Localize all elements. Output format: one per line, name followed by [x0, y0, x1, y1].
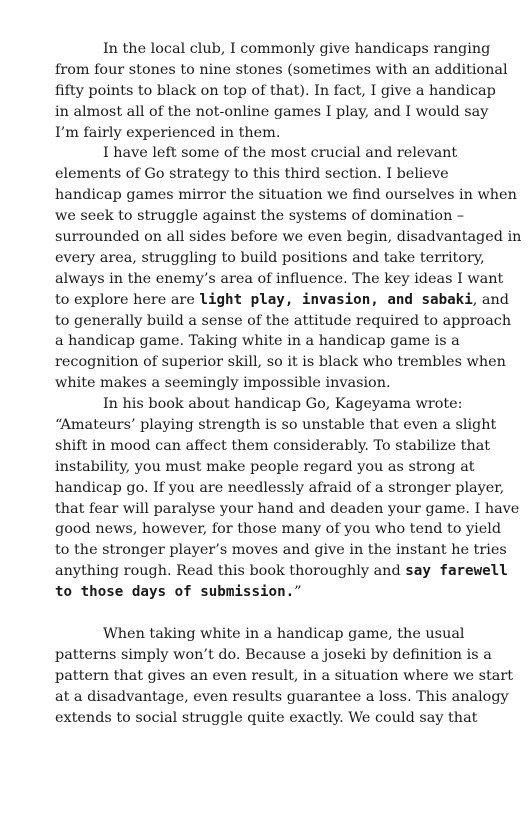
text-line: extends to social struggle quite exactly. We could say that: [55, 709, 478, 726]
text-run: , and: [472, 291, 509, 308]
text-line: handicap go. If you are needlessly afraid of a stronger player,: [55, 479, 505, 496]
text-line: from four stones to nine stones (sometimes with an additional: [55, 61, 508, 78]
text-line: to the stronger player’s moves and give in the instant he tries: [55, 542, 507, 559]
text-line: we seek to struggle against the systems of domination –: [55, 208, 465, 225]
closing-quote: ”: [294, 584, 302, 601]
paragraph-3-quote: [55, 394, 520, 603]
text-line-emphasis: [55, 582, 474, 603]
document-page: [55, 39, 522, 728]
text-line: in almost all of the not-online games I play, and I would say: [55, 103, 489, 120]
text-run: to explore here are: [55, 291, 200, 308]
text-line: fifty points to black on top of that). In fact, I give a handicap: [55, 82, 496, 99]
bold-submission: to those days of submission.: [55, 584, 295, 601]
text-line: “Amateurs’ playing strength is so unstable that even a slight: [55, 417, 497, 434]
paragraph-4: [55, 624, 514, 728]
text-line: pattern that gives an even result, in a situation where we start: [55, 667, 514, 684]
text-line: a handicap game. Taking white in a handicap game is a: [55, 333, 460, 350]
text-line: elements of Go strategy to this third section. I believe: [55, 166, 449, 183]
text-line: white makes a seemingly impossible invasion.: [55, 375, 391, 392]
text-line: handicap games mirror the situation we find ourselves in when: [55, 187, 517, 204]
text-run: anything rough. Read this book thoroughly and: [55, 563, 406, 580]
text-line-emphasis: [55, 290, 509, 311]
text-line: I have left some of the most crucial and relevant: [103, 145, 458, 162]
bold-farewell: say farewell: [405, 563, 508, 580]
text-line: surrounded on all sides before we even begin, disadvantaged in: [55, 229, 522, 246]
text-line: to generally build a sense of the attitude required to approach: [55, 312, 512, 329]
bold-key-ideas: light play, invasion, and sabaki: [199, 291, 473, 308]
text-line: In his book about handicap Go, Kageyama wrote:: [103, 396, 463, 413]
text-line-emphasis: [55, 561, 508, 582]
text-line: instability, you must make people regard you as strong at: [55, 458, 475, 475]
paragraph-2: [55, 143, 522, 394]
paragraph-1: [55, 39, 508, 143]
text-line: good news, however, for those many of you who tend to yield: [55, 521, 502, 538]
text-line: patterns simply won’t do. Because a joseki by definition is a: [55, 646, 492, 663]
text-line: When taking white in a handicap game, the usual: [103, 625, 465, 642]
text-line: at a disadvantage, even results guarantee a loss. This analogy: [55, 688, 509, 705]
text-line: that fear will paralyse your hand and deaden your game. I have: [55, 500, 520, 517]
text-line: I’m fairly experienced in them.: [55, 124, 281, 141]
text-line: recognition of superior skill, so it is black who trembles when: [55, 354, 506, 371]
text-line: always in the enemy’s area of influence. The key ideas I want: [55, 270, 504, 287]
text-line: shift in mood can affect them considerably. To stabilize that: [55, 437, 491, 454]
paragraph-gap: [55, 603, 474, 624]
text-line: In the local club, I commonly give handicaps ranging: [103, 41, 491, 57]
text-line: every area, struggling to build positions and take territory,: [55, 249, 485, 266]
